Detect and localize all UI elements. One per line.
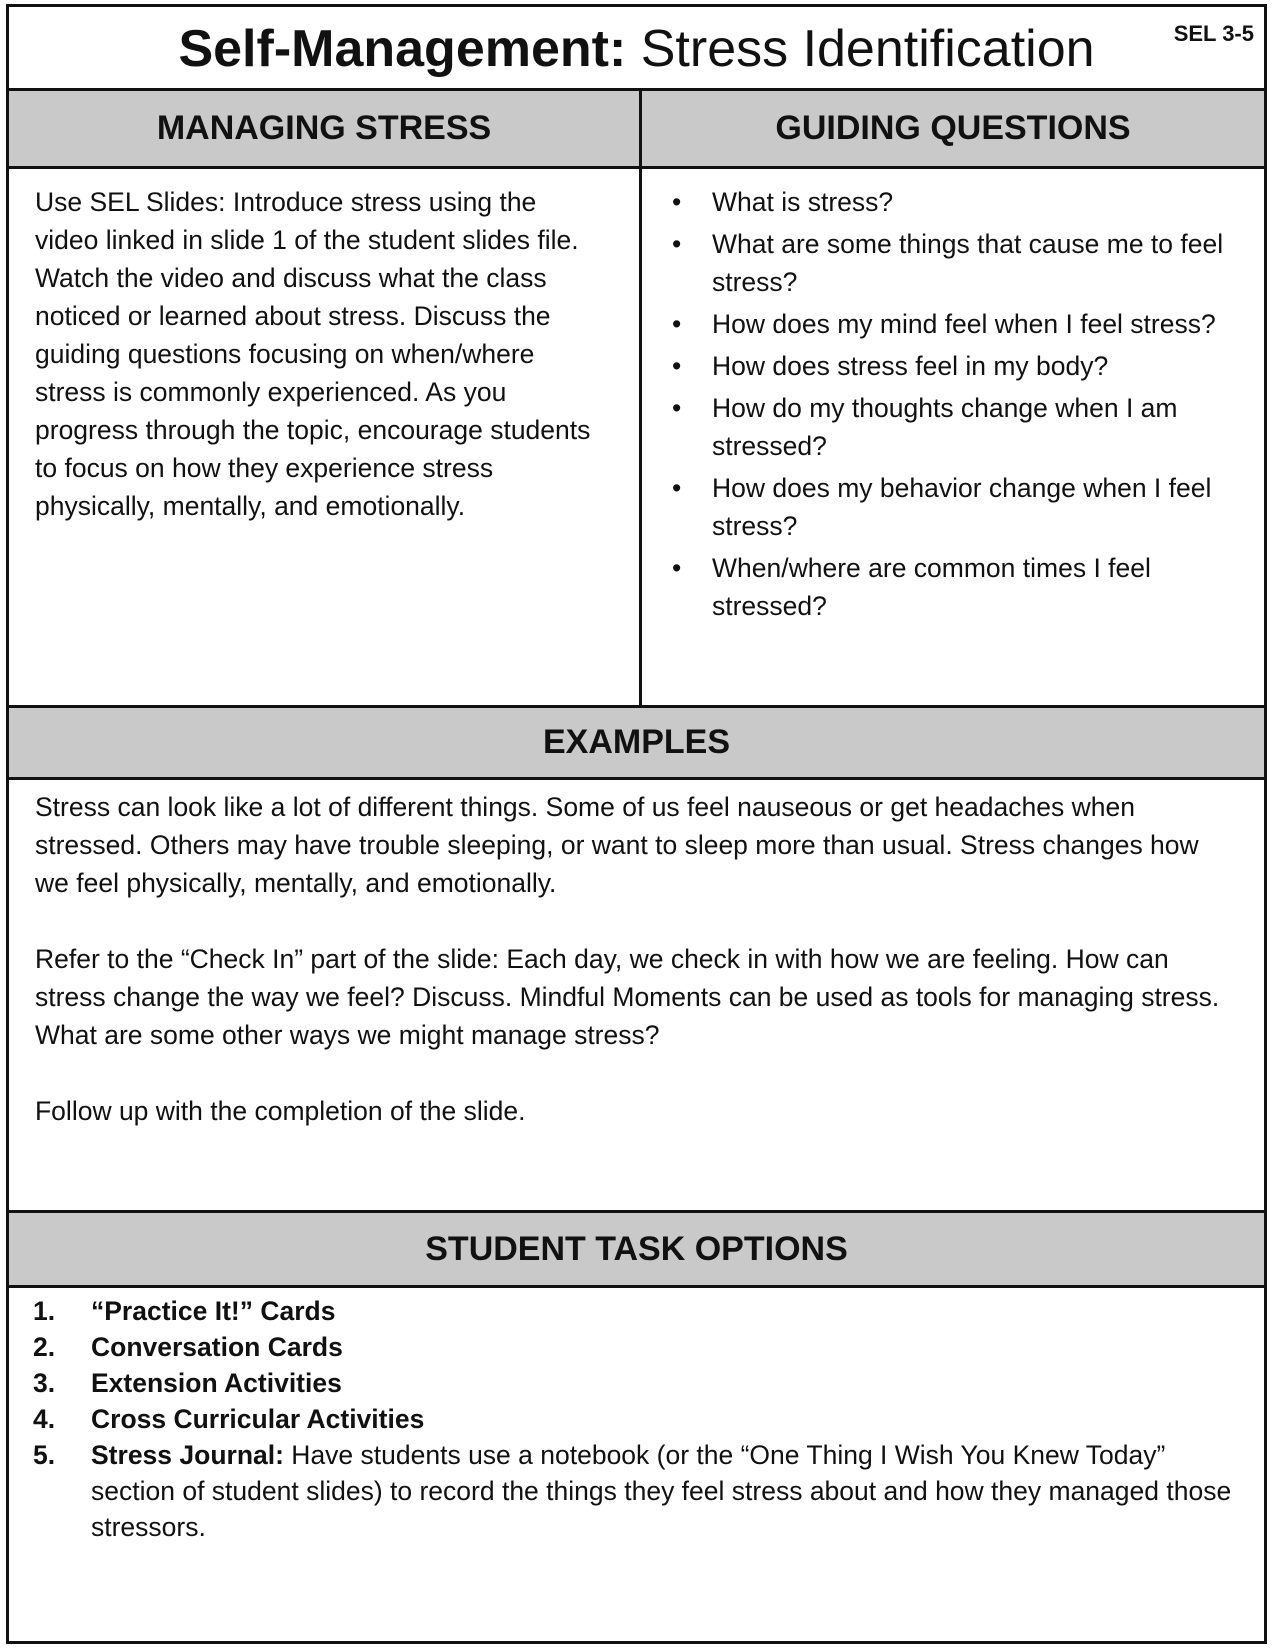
task-label: Conversation Cards [91, 1332, 343, 1362]
guiding-question-item [642, 389, 1242, 465]
task-number: 4. [33, 1404, 56, 1434]
task-label: Extension Activities [91, 1368, 342, 1398]
student-task-item [9, 1293, 1239, 1329]
guiding-question-text: How does my behavior change when I feel stress? [712, 473, 1212, 541]
task-number: 3. [33, 1368, 56, 1398]
student-task-item [9, 1437, 1239, 1545]
bullet-icon: • [672, 229, 682, 259]
bullet-icon: • [672, 553, 682, 583]
guiding-questions-heading-text: GUIDING QUESTIONS [775, 109, 1131, 147]
lesson-sheet [6, 4, 1267, 1644]
student-task-item [9, 1329, 1239, 1365]
examples-heading-text: EXAMPLES [542, 723, 731, 761]
managing-stress-text: Use SEL Slides: Introduce stress using the video linked in slide 1 of the student slides file. Watch the video and discuss what the class noticed or learned about stress. Discuss the guiding questions focusing on when/where stress is commonly experienced. As you progress through the topic, encourage students to focus on how they experience stress physically, mentally, and emotionally. [35, 187, 591, 521]
task-number: 1. [33, 1296, 56, 1326]
guiding-question-item [642, 225, 1242, 301]
grade-tag: SEL 3-5 [1173, 21, 1254, 46]
student-tasks-list [9, 1293, 1239, 1545]
title-rest: Stress Identification [640, 20, 1095, 78]
task-description: Have students use a notebook (or the “One Thing I Wish You Knew Today” section of student slides) to record the things they feel stress about and how they managed those stressors. [91, 1440, 1232, 1542]
task-number: 2. [33, 1332, 56, 1362]
managing-stress-heading [9, 91, 639, 169]
managing-stress-heading-text: MANAGING STRESS [156, 109, 492, 147]
guiding-question-text: When/where are common times I feel stressed? [712, 553, 1151, 621]
bullet-icon: • [672, 187, 682, 217]
title-bold: Self-Management: [178, 20, 627, 78]
guiding-question-item [642, 183, 1242, 221]
student-task-item [9, 1365, 1239, 1401]
student-tasks-heading [9, 1213, 1264, 1288]
guiding-question-item [642, 305, 1242, 343]
guiding-question-text: What are some things that cause me to feel stress? [712, 229, 1224, 297]
guiding-question-item [642, 347, 1242, 385]
guiding-question-text: How do my thoughts change when I am stressed? [712, 393, 1178, 461]
guiding-question-text: How does stress feel in my body? [712, 351, 1109, 381]
student-tasks-body [9, 1293, 1239, 1545]
task-label: “Practice It!” Cards [91, 1296, 336, 1326]
bullet-icon: • [672, 393, 682, 423]
examples-heading [9, 708, 1264, 780]
guiding-question-text: How does my mind feel when I feel stress? [712, 309, 1216, 339]
bullet-icon: • [672, 351, 682, 381]
bullet-icon: • [672, 473, 682, 503]
page-title [9, 15, 1264, 83]
student-task-item [9, 1401, 1239, 1437]
guiding-questions-heading [642, 91, 1264, 169]
guiding-question-text: What is stress? [712, 187, 894, 217]
task-number: 5. [33, 1440, 56, 1470]
examples-paragraph: Stress can look like a lot of different things. Some of us feel nauseous or get headaches when stressed. Others may have trouble sleeping, or want to sleep more than usual. Stress changes how we feel physically, mentally, and emotionally. [35, 792, 1199, 898]
task-label: Stress Journal: [91, 1440, 284, 1470]
managing-stress-body [35, 183, 595, 525]
guiding-questions-body [642, 183, 1242, 629]
bullet-icon: • [672, 309, 682, 339]
examples-paragraph: Refer to the “Check In” part of the slide: Each day, we check in with how we are feeling. How can stress change the way we feel? Discuss. Mindful Moments can be used as tools for managing stress. What are some other ways we might manage stress? [35, 944, 1220, 1050]
title-row [9, 7, 1264, 91]
guiding-questions-list [642, 183, 1242, 625]
guiding-question-item [642, 549, 1242, 625]
student-tasks-heading-text: STUDENT TASK OPTIONS [425, 1229, 848, 1268]
examples-paragraph: Follow up with the completion of the slide. [35, 1096, 526, 1126]
examples-body [35, 788, 1225, 1130]
guiding-question-item [642, 469, 1242, 545]
task-label: Cross Curricular Activities [91, 1404, 425, 1434]
